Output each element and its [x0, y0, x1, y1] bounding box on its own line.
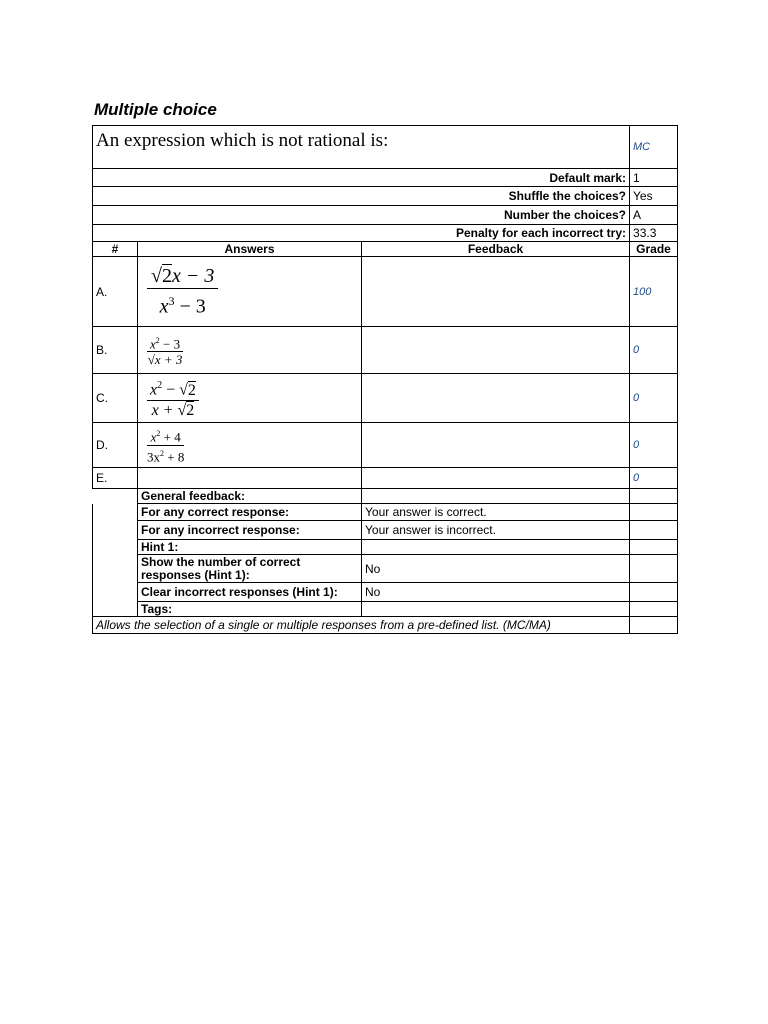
correct-feedback-label: For any correct response: — [138, 504, 362, 521]
empty-cell — [630, 617, 678, 634]
setting-value: A — [630, 206, 678, 225]
setting-row-shuffle — [93, 187, 678, 206]
hint-row — [93, 540, 678, 555]
question-type-description: Allows the selection of a single or multiple responses from a pre-defined list. (MC/MA) — [93, 617, 630, 634]
answer-letter: B. — [93, 327, 138, 374]
answer-feedback — [362, 257, 630, 327]
variable: x — [150, 336, 156, 352]
radicand: 2 — [161, 265, 172, 288]
answer-grade: 0 — [630, 327, 678, 374]
setting-value: Yes — [630, 187, 678, 206]
fraction-numerator — [147, 264, 218, 288]
answer-grade: 0 — [630, 468, 678, 489]
show-correct-value: No — [362, 555, 630, 583]
answer-row — [93, 423, 678, 468]
hint-label: Hint 1: — [138, 540, 362, 555]
empty-cell — [93, 521, 138, 540]
sqrt-sign: √ — [147, 352, 155, 368]
empty-cell — [93, 540, 138, 555]
col-header-num: # — [93, 242, 138, 257]
term: + 8 — [164, 448, 185, 464]
term: x + — [151, 401, 178, 419]
answer-feedback — [362, 374, 630, 423]
empty-cell — [630, 555, 678, 583]
empty-cell — [630, 583, 678, 602]
setting-row-penalty — [93, 225, 678, 242]
correct-feedback-value: Your answer is correct. — [362, 504, 630, 521]
answer-row — [93, 327, 678, 374]
term: x − 3 — [171, 265, 215, 288]
question-row — [93, 126, 678, 169]
answer-expression — [138, 468, 362, 489]
variable: x — [150, 381, 158, 399]
question-text: An expression which is not rational is: — [93, 126, 630, 169]
answer-letter: D. — [93, 423, 138, 468]
page-title: Multiple choice — [94, 100, 217, 119]
empty-cell — [630, 521, 678, 540]
answer-row — [93, 257, 678, 327]
answer-expression — [138, 374, 362, 423]
empty-cell — [362, 602, 630, 617]
setting-label: Default mark: — [93, 169, 630, 187]
exponent: 2 — [157, 380, 163, 392]
sqrt-sign: √ — [151, 265, 162, 288]
show-correct-row — [93, 555, 678, 583]
general-feedback-label: General feedback: — [138, 489, 362, 504]
answer-feedback — [362, 468, 630, 489]
setting-label: Number the choices? — [93, 206, 630, 225]
tags-label: Tags: — [138, 602, 362, 617]
correct-feedback-row — [93, 504, 678, 521]
answer-grade: 0 — [630, 423, 678, 468]
math-fraction — [147, 426, 184, 464]
answer-letter: C. — [93, 374, 138, 423]
show-correct-label: Show the number of correct responses (Hint 1): — [138, 555, 362, 583]
incorrect-feedback-value: Your answer is incorrect. — [362, 521, 630, 540]
clear-incorrect-label: Clear incorrect responses (Hint 1): — [138, 583, 362, 602]
exponent: 2 — [155, 335, 160, 345]
exponent: 3 — [168, 294, 175, 309]
answer-expression — [138, 327, 362, 374]
sqrt-sign: √ — [177, 401, 187, 419]
empty-cell — [630, 540, 678, 555]
fraction-numerator — [147, 426, 184, 444]
empty-cell — [93, 583, 138, 602]
answer-letter: A. — [93, 257, 138, 327]
clear-incorrect-value: No — [362, 583, 630, 602]
answer-expression — [138, 257, 362, 327]
fraction-denominator — [147, 352, 183, 367]
empty-cell — [630, 504, 678, 521]
radicand: x + 3 — [154, 352, 183, 368]
col-header-grade: Grade — [630, 242, 678, 257]
radicand: 2 — [187, 381, 196, 399]
answer-grade: 100 — [630, 257, 678, 327]
empty-cell — [362, 489, 630, 504]
exponent: 2 — [156, 429, 161, 439]
exponent: 2 — [160, 448, 164, 458]
incorrect-feedback-row — [93, 521, 678, 540]
radicand: 2 — [186, 401, 195, 419]
math-fraction — [147, 376, 199, 419]
column-headers — [93, 242, 678, 257]
math-fraction — [147, 333, 183, 367]
term: − 3 — [159, 336, 181, 352]
term: + 4 — [160, 429, 181, 445]
question-type: MC — [630, 126, 678, 169]
setting-label: Shuffle the choices? — [93, 187, 630, 206]
incorrect-feedback-label: For any incorrect response: — [138, 521, 362, 540]
empty-cell — [362, 540, 630, 555]
empty-cell — [630, 489, 678, 504]
empty-cell — [93, 489, 138, 504]
variable: x — [150, 429, 157, 445]
general-feedback-row — [93, 489, 678, 504]
fraction-denominator — [147, 401, 199, 420]
clear-incorrect-row — [93, 583, 678, 602]
math-fraction — [147, 264, 218, 319]
term: − — [162, 381, 180, 399]
footer-row — [93, 617, 678, 634]
answer-feedback — [362, 327, 630, 374]
answer-grade: 0 — [630, 374, 678, 423]
answer-row — [93, 468, 678, 489]
answer-letter: E. — [93, 468, 138, 489]
sqrt-sign: √ — [179, 381, 188, 399]
variable: x — [159, 295, 169, 318]
term: − 3 — [174, 295, 206, 318]
question-table — [92, 125, 678, 634]
fraction-denominator — [147, 289, 218, 319]
tags-row — [93, 602, 678, 617]
fraction-numerator — [147, 333, 183, 351]
answer-feedback — [362, 423, 630, 468]
empty-cell — [93, 602, 138, 617]
answer-expression — [138, 423, 362, 468]
setting-value: 33.3 — [630, 225, 678, 242]
col-header-answers: Answers — [138, 242, 362, 257]
fraction-denominator — [147, 446, 184, 464]
empty-cell — [93, 504, 138, 521]
setting-row-numbering — [93, 206, 678, 225]
setting-value: 1 — [630, 169, 678, 187]
fraction-numerator — [147, 376, 199, 399]
empty-cell — [630, 602, 678, 617]
empty-cell — [93, 555, 138, 583]
term: 3x — [147, 448, 160, 464]
answer-row — [93, 374, 678, 423]
setting-row-default-mark — [93, 169, 678, 187]
setting-label: Penalty for each incorrect try: — [93, 225, 630, 242]
col-header-feedback: Feedback — [362, 242, 630, 257]
